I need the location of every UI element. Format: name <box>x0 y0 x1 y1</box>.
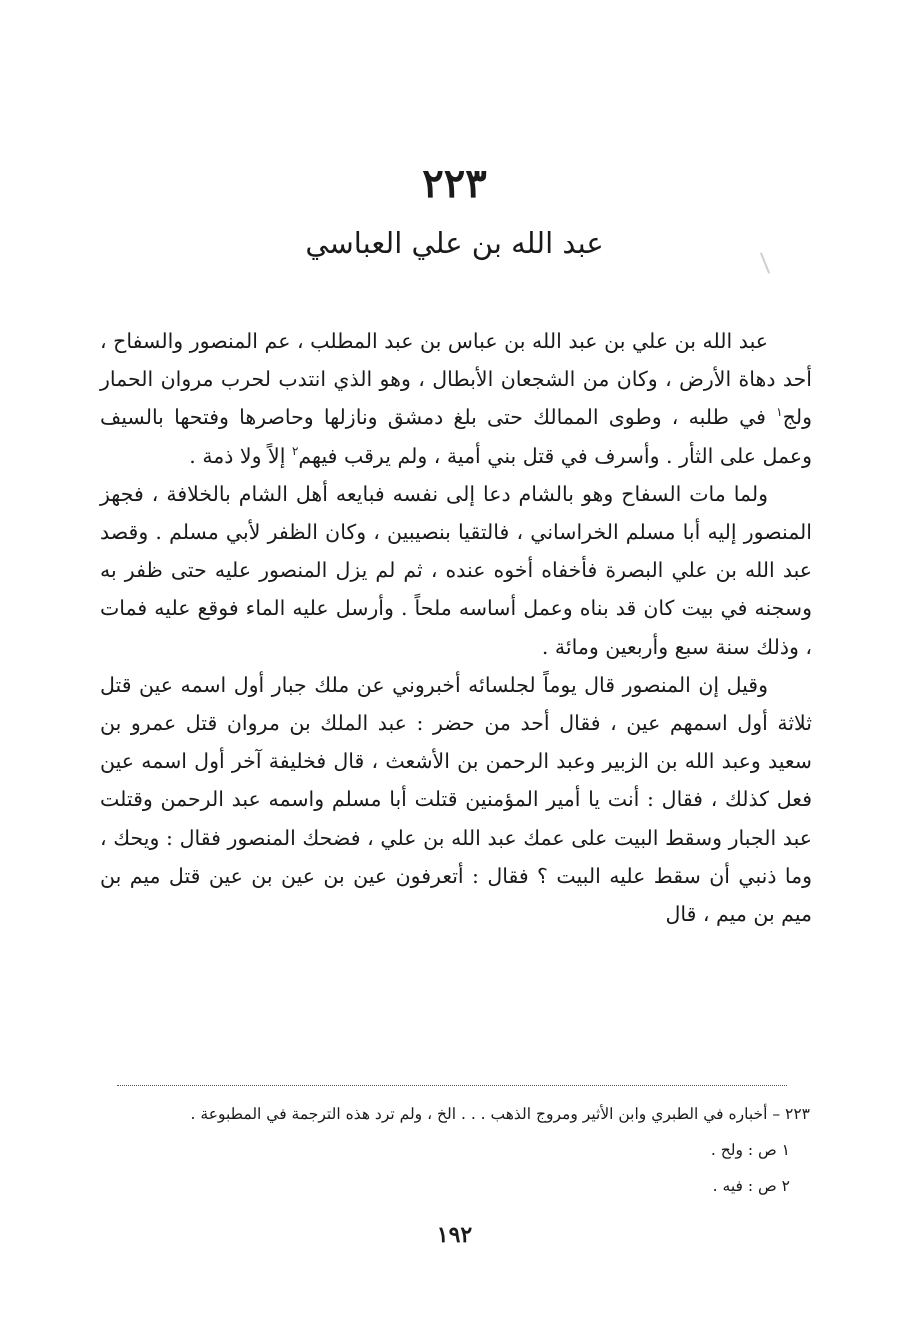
footnote-separator <box>117 1085 787 1086</box>
paragraph-1-part-a: عبد الله بن علي بن عبد الله بن عباس بن عبد المطلب ، عم المنصور والسفاح ، أحد دهاة الأرض ، وكان من الشجعان الأبطال ، وهو الذي انتدب لحرب مروان الحمار ولج <box>100 329 812 430</box>
entry-number: ٢٢٣ <box>422 160 487 207</box>
paragraph-1 <box>100 322 812 475</box>
footnotes <box>100 1096 812 1204</box>
footnote-ref-1: ١ <box>776 405 783 420</box>
paragraph-1-part-c: إلاً ولا ذمة . <box>189 443 292 468</box>
entry-title: عبد الله بن علي العباسي <box>305 226 604 260</box>
paragraph-3: وقيل إن المنصور قال يوماً لجلسائه أخبروني عن ملك جبار أول اسمه عين قتل ثلاثة أول اسمهم عين ، فقال أحد من حضر : عبد الملك بن مروان قتل عمرو بن سعيد وعبد الله بن الزبير وعبد الرحمن بن الأشعث ، قال فخليفة آخر أول اسمه عين فعل كذلك ، فقال : أنت يا أمير المؤمنين قتلت أبا مسلم واسمه عبد الرحمن وقتلت عبد الجبار وسقط البيت على عمك عبد الله بن علي ، فضحك المنصور فقال : ويحك ، وما ذنبي أن سقط عليه البيت ؟ فقال : أتعرفون عين بن عين بن عين قتل ميم بن ميم بن ميم ، قال <box>100 672 812 927</box>
footnote-ref-2: ٢ <box>291 443 299 458</box>
body-text <box>100 322 812 933</box>
footnote-2: ٢ ص : فيه . <box>712 1177 790 1195</box>
paragraph-1-part-b: في طلبه ، وطوى الممالك حتى بلغ دمشق ونازلها وحاصرها وفتحها بالسيف وعمل على الثأر . وأسرف في قتل بني أمية ، ولم يرقب فيهم <box>100 405 812 468</box>
paragraph-2: ولما مات السفاح وهو بالشام دعا إلى نفسه فبايعه أهل الشام بالخلافة ، فجهز المنصور إليه أبا مسلم الخراساني ، فالتقيا بنصيبين ، وكان الظفر لأبي مسلم . وقصد عبد الله بن علي البصرة فأخفاه أخوه عنده ، ثم لم يزل المنصور عليه حتى ظفر به وسجنه في بيت كان قد بناه وعمل أساسه ملحاً . وأرسل عليه الماء فوقع عليه فمات ، وذلك سنة سبع وأربعين ومائة . <box>100 481 812 659</box>
footnote-1: ١ ص : ولح . <box>710 1141 790 1159</box>
page-number: ١٩٢ <box>436 1222 473 1248</box>
footnote-main: ٢٢٣ – أخباره في الطبري وابن الأثير ومروج الذهب . . . الخ ، ولم ترد هذه الترجمة في المطبوعة . <box>190 1105 810 1123</box>
